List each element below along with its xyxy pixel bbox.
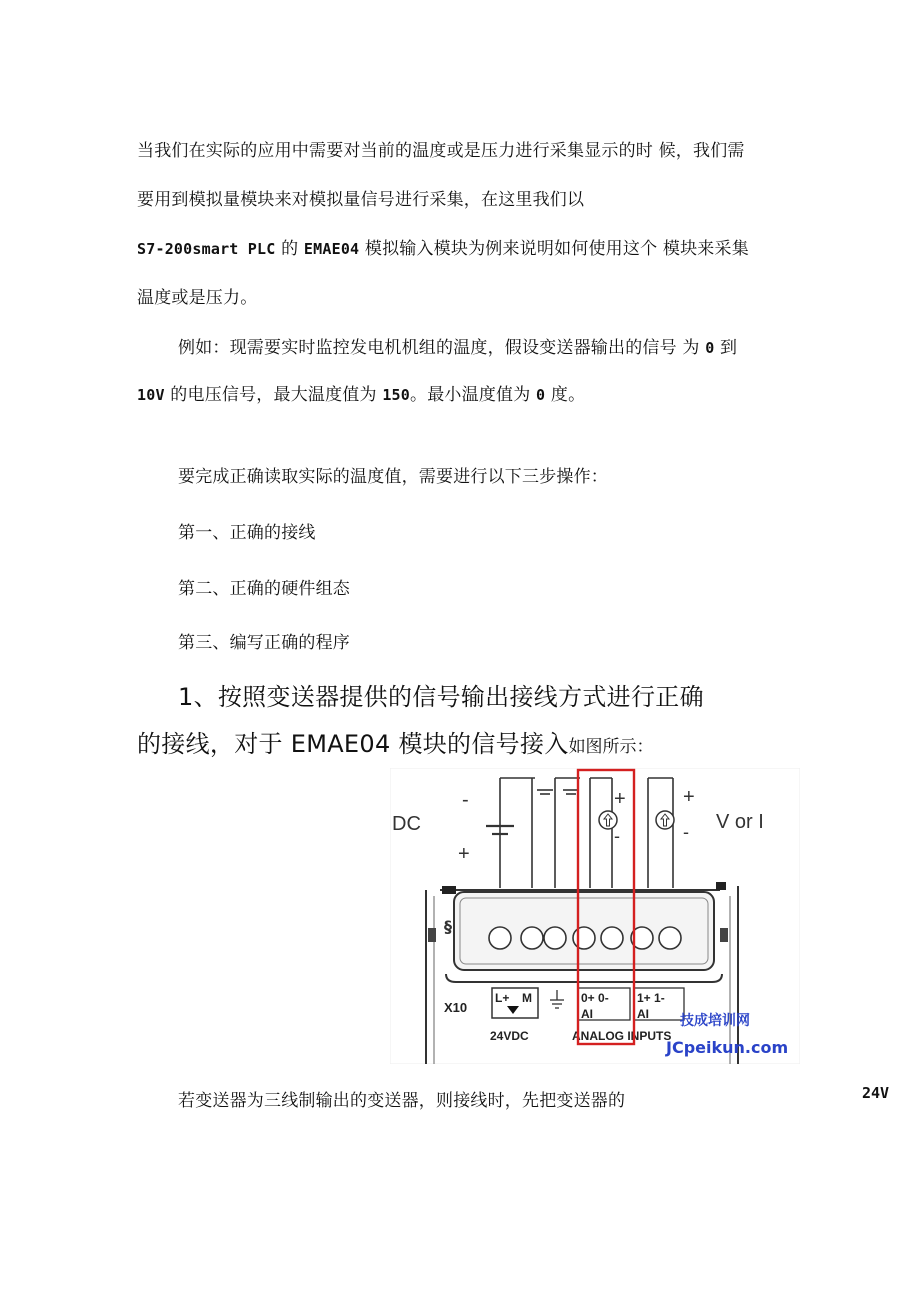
para2-to: 到 [714, 338, 738, 358]
para1-line1: 当我们在实际的应用中需要对当前的温度或是压力进行采集显示的时 候，我们需 [137, 141, 745, 161]
step-2: 第二、正确的硬件组态 [178, 579, 350, 599]
footer-24v: 24V [862, 1084, 890, 1102]
para2-line2 [137, 380, 585, 405]
para2-text3: 。最小温度值为 [410, 385, 537, 405]
ch1-plus: + [683, 786, 695, 808]
heading-line2 [137, 724, 654, 759]
para1-line4: 温度或是压力。 [137, 288, 258, 308]
heading-small: 如图所示： [568, 737, 654, 757]
ch1-minus: - [683, 822, 689, 842]
l-plus-label: L+ [495, 991, 510, 1005]
wiring-diagram [390, 768, 800, 1064]
step-1: 第一、正确的接线 [178, 523, 316, 543]
heading-big: 的接线，对于 EMAE04 模块的信号接入 [137, 730, 569, 758]
intro-text: 要完成正确读取实际的温度值，需要进行以下三步操作： [178, 467, 608, 487]
para1-line2: 要用到模拟量模块来对模拟量信号进行采集，在这里我们以 [137, 190, 585, 210]
para2-line1 [178, 333, 737, 358]
dc-minus: - [462, 789, 469, 811]
para2-text2: 的电压信号，最大温度值为 [164, 385, 383, 405]
ch0-plus: + [614, 788, 626, 810]
x10-label: X10 [444, 1000, 468, 1015]
para2-text: 例如：现需要实时监控发电机机组的温度，假设变送器输出的信号 为 [178, 338, 706, 358]
v-or-i-label: V or I [716, 811, 764, 833]
value-zero: 0 [705, 339, 715, 357]
code-module: EMAE04 [303, 240, 360, 258]
svg-text:§: § [444, 917, 452, 936]
ch0-label: 0+ 0- [581, 991, 609, 1005]
value-10v: 10V [137, 386, 165, 404]
heading-line1: 1、按照变送器提供的信号输出接线方式进行正确 [178, 683, 704, 711]
watermark-url: JCpeikun.com [666, 1038, 789, 1057]
watermark-cn: 技成培训网 [680, 1013, 750, 1029]
footer-text: 若变送器为三线制输出的变送器，则接线时，先把变送器的 [178, 1091, 626, 1111]
para1-line3 [137, 234, 749, 259]
ai0-label: AI [581, 1007, 593, 1021]
ch0-minus: - [614, 826, 620, 846]
vdc-label: 24VDC [490, 1029, 529, 1043]
value-150: 150 [382, 386, 411, 404]
step-3: 第三、编写正确的程序 [178, 633, 350, 653]
ai1-label: AI [637, 1007, 649, 1021]
dc-plus: + [458, 843, 470, 865]
value-0: 0 [536, 386, 546, 404]
para2-end: 度。 [545, 385, 586, 405]
ch1-label: 1+ 1- [637, 991, 665, 1005]
text-rest: 模拟输入模块为例来说明如何使用这个 模块来采集 [359, 239, 749, 259]
dc-label: DC [392, 813, 421, 835]
wiring-diagram-svg [390, 768, 800, 1064]
analog-inputs-label: ANALOG INPUTS [572, 1029, 672, 1043]
text-de: 的 [275, 239, 304, 259]
code-plc: S7-200smart PLC [137, 240, 276, 258]
m-label: M [522, 991, 532, 1005]
